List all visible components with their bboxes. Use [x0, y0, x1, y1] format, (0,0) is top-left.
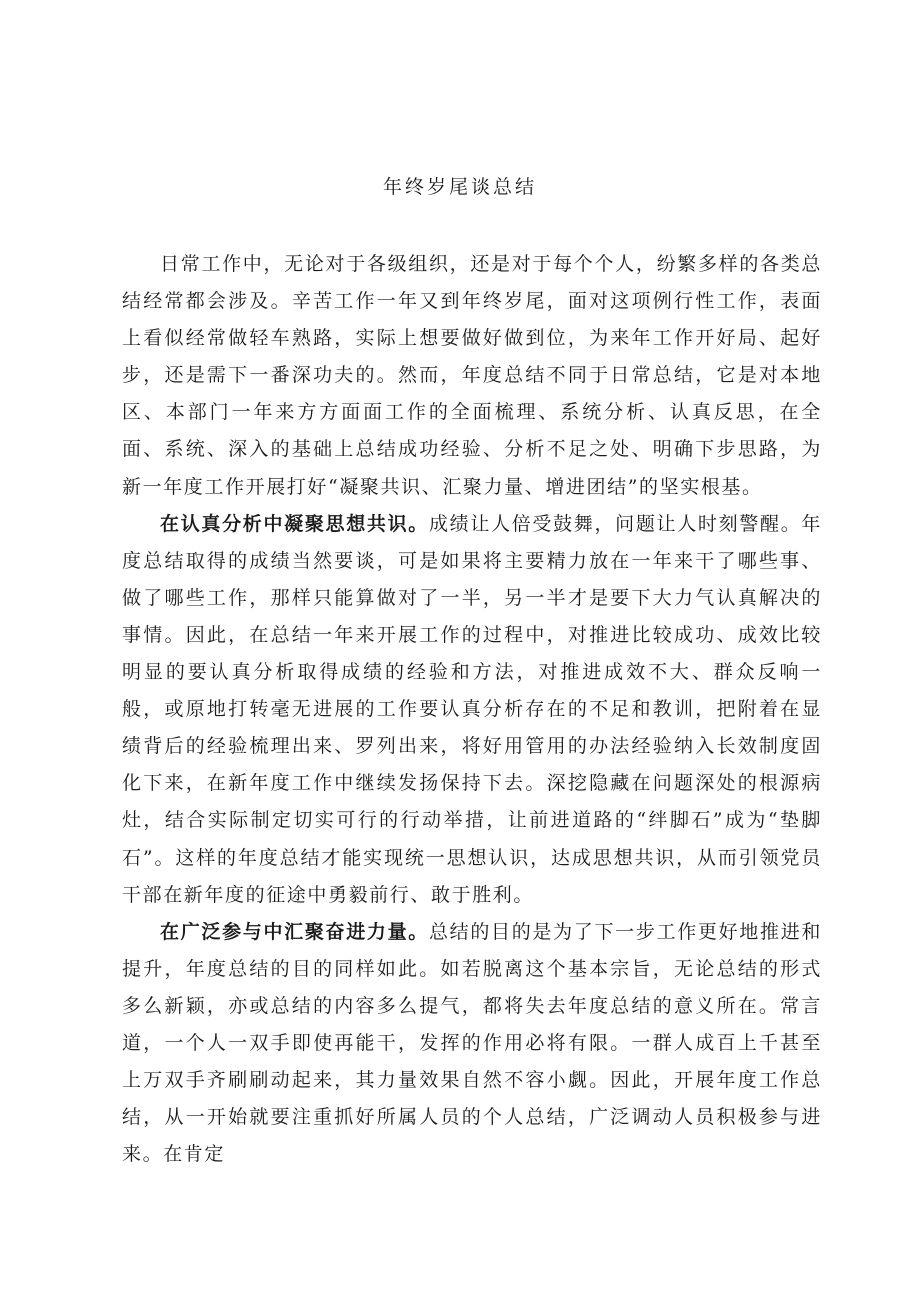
document-body	[122, 246, 822, 1173]
paragraph-consensus	[122, 506, 822, 914]
paragraph-participation	[122, 914, 822, 1174]
paragraph-text: 成绩让人倍受鼓舞，问题让人时刻警醒。年度总结取得的成绩当然要谈，可是如果将主要精力放在一年来干了哪些事、做了哪些工作，那样只能算做对了一半，另一半才是要下大力气认真解决的事情。因此，在总结一年来开展工作的过程中，对推进比较成功、成效比较明显的要认真分析取得成绩的经验和方法，对推进成效不大、群众反响一般，或原地打转毫无进展的工作要认真分析存在的不足和教训，把附着在显绩背后的经验梳理出来、罗列出来，将好用管用的办法经验纳入长效制度固化下来，在新年度工作中继续发扬保持下去。深挖隐藏在问题深处的根源病灶，结合实际制定切实可行的行动举措，让前进道路的“绊脚石”成为“垫脚石”。这样的年度总结才能实现统一思想认识，达成思想共识，从而引领党员干部在新年度的征途中勇毅前行、敢于胜利。	[122, 512, 822, 906]
paragraph-intro	[122, 246, 822, 506]
paragraph-text: 总结的目的是为了下一步工作更好地推进和提升，年度总结的目的同样如此。如若脱离这个基本宗旨，无论总结的形式多么新颖，亦或总结的内容多么提气，都将失去年度总结的意义所在。常言道，一个人一双手即使再能干，发挥的作用必将有限。一群人成百上千甚至上万双手齐刷刷动起来，其力量效果自然不容小觑。因此，开展年度工作总结，从一开始就要注重抓好所属人员的个人总结，广泛调动人员积极参与进来。在肯定	[122, 920, 822, 1166]
paragraph-text: 日常工作中，无论对于各级组织，还是对于每个个人，纷繁多样的各类总结经常都会涉及。辛苦工作一年又到年终岁尾，面对这项例行性工作，表面上看似经常做轻车熟路，实际上想要做好做到位，为来年工作开好局、起好步，还是需下一番深功夫的。然而，年度总结不同于日常总结，它是对本地区、本部门一年来方方面面工作的全面梳理、系统分析、认真反思，在全面、系统、深入的基础上总结成功经验、分析不足之处、明确下步思路，为新一年度工作开展打好“凝聚共识、汇聚力量、增进团结”的坚实根基。	[122, 253, 822, 498]
paragraph-lead: 在认真分析中凝聚思想共识。	[160, 512, 429, 535]
paragraph-lead: 在广泛参与中汇聚奋进力量。	[160, 920, 429, 943]
document-title: 年终岁尾谈总结	[382, 176, 537, 198]
